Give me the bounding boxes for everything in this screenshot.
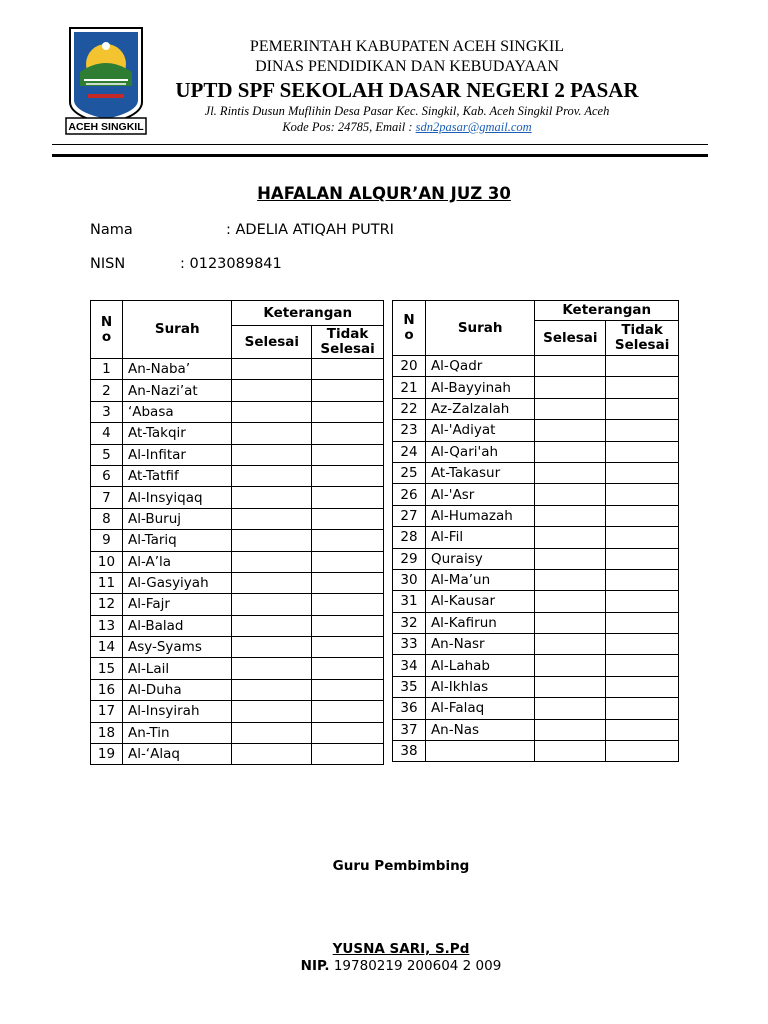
table-row [393, 398, 679, 419]
selesai-cell[interactable] [535, 569, 606, 590]
selesai-cell[interactable] [232, 658, 312, 679]
surah-name: Quraisy [425, 548, 534, 569]
table-row [393, 591, 679, 612]
surah-name: Al-Fil [425, 527, 534, 548]
row-number: 11 [91, 572, 123, 593]
row-number: 13 [91, 615, 123, 636]
signature-nip [0, 958, 768, 974]
row-number: 6 [91, 465, 123, 486]
row-number: 27 [393, 505, 426, 526]
tidak-selesai-cell[interactable] [312, 637, 384, 658]
tidak-selesai-cell[interactable] [606, 569, 679, 590]
table-row [91, 658, 384, 679]
row-number: 28 [393, 527, 426, 548]
surah-name: Asy-Syams [122, 637, 232, 658]
col-surah-header: Surah [425, 301, 534, 356]
tidak-selesai-cell[interactable] [606, 484, 679, 505]
tidak-selesai-cell[interactable] [606, 398, 679, 419]
row-number: 37 [393, 719, 426, 740]
row-number: 7 [91, 487, 123, 508]
selesai-cell[interactable] [232, 679, 312, 700]
surah-name [425, 741, 534, 762]
table-row [393, 527, 679, 548]
surah-name: Al-Ikhlas [425, 676, 534, 697]
surah-name: At-Takqir [122, 423, 232, 444]
selesai-cell[interactable] [535, 591, 606, 612]
tidak-selesai-cell[interactable] [606, 420, 679, 441]
table-row [393, 569, 679, 590]
table-row [91, 487, 384, 508]
row-number: 29 [393, 548, 426, 569]
selesai-cell[interactable] [232, 401, 312, 422]
selesai-cell[interactable] [232, 744, 312, 765]
surah-name: An-Tin [122, 722, 232, 743]
row-number: 32 [393, 612, 426, 633]
surah-name: An-Nazi’at [122, 380, 232, 401]
surah-name: Al-Lail [122, 658, 232, 679]
nisn-label: NISN [90, 256, 126, 272]
surah-name: Al-A’la [122, 551, 232, 572]
tidak-selesai-cell[interactable] [606, 377, 679, 398]
surah-name: Al-Insyiqaq [122, 487, 232, 508]
table-row [393, 719, 679, 740]
table-row [91, 551, 384, 572]
signature-role: Guru Pembimbing [332, 858, 470, 874]
row-number: 10 [91, 551, 123, 572]
row-number: 36 [393, 698, 426, 719]
selesai-cell[interactable] [535, 741, 606, 762]
table-row [393, 676, 679, 697]
selesai-cell[interactable] [232, 722, 312, 743]
row-number: 22 [393, 398, 426, 419]
tidak-selesai-cell[interactable] [606, 698, 679, 719]
selesai-cell[interactable] [535, 655, 606, 676]
surah-name: Al-Insyirah [122, 701, 232, 722]
header-rule-thin [52, 144, 708, 145]
table-row [393, 462, 679, 483]
surah-name: Al-Infitar [122, 444, 232, 465]
surah-name: Al-‘Alaq [122, 744, 232, 765]
tidak-selesai-cell[interactable] [606, 356, 679, 377]
surah-name: Al-Qari'ah [425, 441, 534, 462]
surah-name: Al-Falaq [425, 698, 534, 719]
surah-table-right [392, 300, 679, 762]
tidak-selesai-cell[interactable] [312, 401, 384, 422]
row-number: 26 [393, 484, 426, 505]
selesai-cell[interactable] [535, 527, 606, 548]
tidak-selesai-cell[interactable] [606, 591, 679, 612]
tidak-selesai-cell[interactable] [312, 380, 384, 401]
selesai-cell[interactable] [535, 505, 606, 526]
tidak-selesai-cell[interactable] [312, 530, 384, 551]
selesai-cell[interactable] [535, 719, 606, 740]
surah-name: Al-Humazah [425, 505, 534, 526]
surah-name: Al-Lahab [425, 655, 534, 676]
table-row [91, 637, 384, 658]
tidak-selesai-cell[interactable] [606, 655, 679, 676]
selesai-cell[interactable] [535, 377, 606, 398]
tidak-selesai-cell[interactable] [606, 462, 679, 483]
email-link[interactable]: sdn2pasar@gmail.com [415, 120, 532, 134]
surah-table-left [90, 300, 384, 765]
nisn-value: : 0123089841 [180, 256, 282, 272]
surah-name: Al-Tariq [122, 530, 232, 551]
surah-name: Al-Kausar [425, 591, 534, 612]
tidak-selesai-cell[interactable] [312, 444, 384, 465]
col-tidak-selesai-header: Tidak Selesai [312, 326, 384, 359]
row-number: 12 [91, 594, 123, 615]
selesai-cell[interactable] [232, 701, 312, 722]
table-row [91, 679, 384, 700]
col-tidak-selesai-header: Tidak Selesai [606, 321, 679, 356]
selesai-cell[interactable] [535, 676, 606, 697]
postal-prefix: Kode Pos: 24785, Email : [282, 120, 416, 134]
selesai-cell[interactable] [232, 487, 312, 508]
row-number: 3 [91, 401, 123, 422]
col-surah-header: Surah [122, 301, 232, 359]
selesai-cell[interactable] [535, 484, 606, 505]
selesai-cell[interactable] [232, 423, 312, 444]
tidak-selesai-cell[interactable] [606, 548, 679, 569]
col-selesai-header: Selesai [232, 326, 312, 359]
signature-name: YUSNA SARI, S.Pd [332, 941, 470, 957]
row-number: 2 [91, 380, 123, 401]
selesai-cell[interactable] [535, 634, 606, 655]
surah-name: Al-Fajr [122, 594, 232, 615]
surah-name: Az-Zalzalah [425, 398, 534, 419]
tidak-selesai-cell[interactable] [606, 612, 679, 633]
surah-name: Al-Balad [122, 615, 232, 636]
table-row [91, 572, 384, 593]
table-row [91, 530, 384, 551]
surah-name: At-Takasur [425, 462, 534, 483]
table-row [91, 508, 384, 529]
tidak-selesai-cell[interactable] [312, 594, 384, 615]
surah-name: Al-Ma’un [425, 569, 534, 590]
row-number: 30 [393, 569, 426, 590]
header-rule-thick [52, 154, 708, 157]
department-line: DINAS PENDIDIKAN DAN KEBUDAYAAN [255, 58, 559, 75]
surah-name: An-Nasr [425, 634, 534, 655]
selesai-cell[interactable] [535, 441, 606, 462]
col-keterangan-header: Keterangan [535, 301, 679, 321]
table-row [91, 701, 384, 722]
table-row [393, 377, 679, 398]
surah-name: An-Nas [425, 719, 534, 740]
row-number: 17 [91, 701, 123, 722]
table-row [91, 722, 384, 743]
surah-name: Al-Duha [122, 679, 232, 700]
tidak-selesai-cell[interactable] [312, 679, 384, 700]
surah-name: An-Naba’ [122, 359, 232, 380]
selesai-cell[interactable] [232, 637, 312, 658]
tidak-selesai-cell[interactable] [606, 527, 679, 548]
row-number: 15 [91, 658, 123, 679]
table-row [91, 594, 384, 615]
table-row [393, 505, 679, 526]
tidak-selesai-cell[interactable] [312, 744, 384, 765]
row-number: 19 [91, 744, 123, 765]
tidak-selesai-cell[interactable] [312, 615, 384, 636]
col-no-header: N o [393, 301, 426, 356]
row-number: 23 [393, 420, 426, 441]
row-number: 18 [91, 722, 123, 743]
row-number: 24 [393, 441, 426, 462]
selesai-cell[interactable] [535, 548, 606, 569]
row-number: 38 [393, 741, 426, 762]
selesai-cell[interactable] [232, 615, 312, 636]
col-keterangan-header: Keterangan [232, 301, 384, 326]
row-number: 9 [91, 530, 123, 551]
name-value: : ADELIA ATIQAH PUTRI [226, 222, 394, 238]
selesai-cell[interactable] [232, 465, 312, 486]
regency-logo [64, 24, 148, 136]
selesai-cell[interactable] [535, 398, 606, 419]
selesai-cell[interactable] [232, 530, 312, 551]
row-number: 8 [91, 508, 123, 529]
tidak-selesai-cell[interactable] [312, 423, 384, 444]
school-name: UPTD SPF SEKOLAH DASAR NEGERI 2 PASAR [175, 78, 639, 102]
selesai-cell[interactable] [232, 359, 312, 380]
tidak-selesai-cell[interactable] [606, 741, 679, 762]
table-row [91, 359, 384, 380]
tidak-selesai-cell[interactable] [312, 359, 384, 380]
selesai-cell[interactable] [535, 612, 606, 633]
government-line: PEMERINTAH KABUPATEN ACEH SINGKIL [249, 38, 565, 55]
letterhead [150, 37, 664, 135]
table-row [393, 441, 679, 462]
table-row [393, 484, 679, 505]
surah-name: Al-Bayyinah [425, 377, 534, 398]
table-row [393, 698, 679, 719]
postal-line [150, 119, 664, 135]
table-row [91, 744, 384, 765]
surah-name: Al-Qadr [425, 356, 534, 377]
surah-name: Al-Gasyiyah [122, 572, 232, 593]
selesai-cell[interactable] [535, 462, 606, 483]
row-number: 16 [91, 679, 123, 700]
name-label: Nama [90, 222, 133, 238]
nip-value: 19780219 200604 2 009 [329, 958, 502, 974]
surah-name: Al-'Asr [425, 484, 534, 505]
tidak-selesai-cell[interactable] [312, 465, 384, 486]
col-no-header: N o [91, 301, 123, 359]
tidak-selesai-cell[interactable] [312, 572, 384, 593]
selesai-cell[interactable] [232, 572, 312, 593]
col-selesai-header: Selesai [535, 321, 606, 356]
tidak-selesai-cell[interactable] [606, 634, 679, 655]
table-row [393, 655, 679, 676]
table-row [91, 465, 384, 486]
row-number: 35 [393, 676, 426, 697]
selesai-cell[interactable] [232, 444, 312, 465]
tidak-selesai-cell[interactable] [606, 505, 679, 526]
row-number: 21 [393, 377, 426, 398]
row-number: 33 [393, 634, 426, 655]
tidak-selesai-cell[interactable] [312, 701, 384, 722]
tidak-selesai-cell[interactable] [312, 487, 384, 508]
surah-name: Al-'Adiyat [425, 420, 534, 441]
table-row [393, 634, 679, 655]
selesai-cell[interactable] [535, 356, 606, 377]
selesai-cell[interactable] [232, 380, 312, 401]
table-row [91, 615, 384, 636]
row-number: 25 [393, 462, 426, 483]
table-row [393, 356, 679, 377]
surah-name: Al-Kafirun [425, 612, 534, 633]
tidak-selesai-cell[interactable] [606, 676, 679, 697]
table-row [91, 401, 384, 422]
page-title: HAFALAN ALQUR’AN JUZ 30 [257, 184, 511, 203]
nip-label: NIP. [300, 958, 330, 974]
row-number: 5 [91, 444, 123, 465]
tidak-selesai-cell[interactable] [606, 719, 679, 740]
table-row [393, 420, 679, 441]
tidak-selesai-cell[interactable] [312, 722, 384, 743]
row-number: 20 [393, 356, 426, 377]
table-row [393, 741, 679, 762]
selesai-cell[interactable] [232, 594, 312, 615]
row-number: 4 [91, 423, 123, 444]
tidak-selesai-cell[interactable] [606, 441, 679, 462]
logo-text: ACEH SINGKIL [68, 121, 144, 133]
surah-name: Al-Buruj [122, 508, 232, 529]
table-row [91, 444, 384, 465]
surah-name: ‘Abasa [122, 401, 232, 422]
row-number: 31 [393, 591, 426, 612]
tidak-selesai-cell[interactable] [312, 551, 384, 572]
tidak-selesai-cell[interactable] [312, 658, 384, 679]
selesai-cell[interactable] [232, 551, 312, 572]
school-address: Jl. Rintis Dusun Muflihin Desa Pasar Kec. Singkil, Kab. Aceh Singkil Prov. Aceh [204, 104, 610, 118]
selesai-cell[interactable] [535, 420, 606, 441]
selesai-cell[interactable] [535, 698, 606, 719]
table-row [393, 612, 679, 633]
surah-name: At-Tatfif [122, 465, 232, 486]
tidak-selesai-cell[interactable] [312, 508, 384, 529]
row-number: 1 [91, 359, 123, 380]
table-row [91, 380, 384, 401]
table-row [91, 423, 384, 444]
row-number: 14 [91, 637, 123, 658]
selesai-cell[interactable] [232, 508, 312, 529]
table-row [393, 548, 679, 569]
row-number: 34 [393, 655, 426, 676]
